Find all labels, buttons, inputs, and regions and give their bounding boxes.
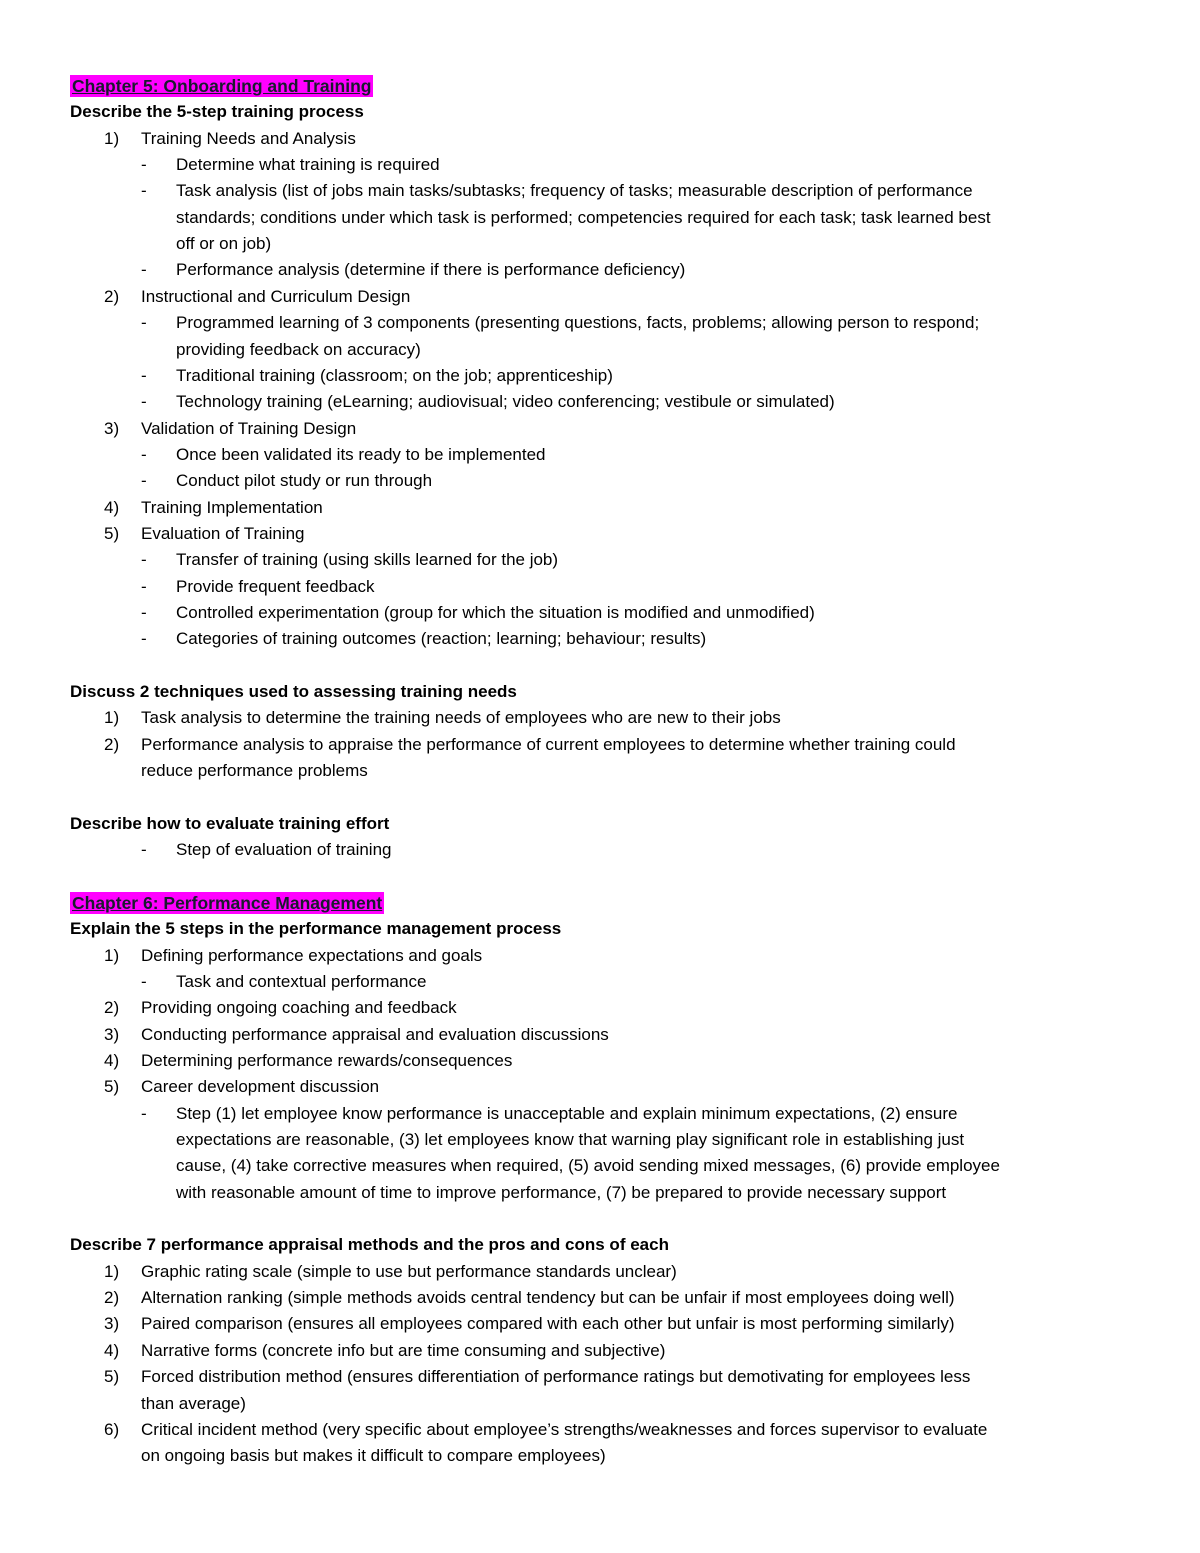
bullet-dash: -: [141, 1103, 147, 1123]
chapter-title: Chapter 6: Performance Management: [72, 892, 383, 913]
bullet-dash: -: [141, 181, 147, 201]
list-item-text: Critical incident method (very specific about employee’s strengths/weaknesses and forces supervisor to evaluate: [141, 1419, 988, 1439]
list-number: 6): [104, 1419, 120, 1439]
list-item-text: Defining performance expectations and goals: [141, 945, 483, 965]
sub-bullet-text: Controlled experimentation (group for which the situation is modified and unmodified): [176, 603, 815, 622]
list-item-text: Training Needs and Analysis: [141, 128, 356, 148]
sub-bullet-text: Performance analysis (determine if there is performance deficiency): [176, 260, 686, 280]
bullet-dash: -: [141, 155, 147, 175]
sub-bullet-text: Once been validated its ready to be implemented: [176, 444, 546, 464]
sub-bullet-text: Traditional training (classroom; on the job; apprenticeship): [176, 365, 613, 385]
question-heading: Discuss 2 techniques used to assessing training needs: [70, 682, 517, 702]
list-item-text: Determining performance rewards/consequences: [141, 1050, 513, 1070]
sub-bullet-text: Programmed learning of 3 components (presenting questions, facts, problems; allowing person to respond;: [176, 313, 980, 333]
list-item-text: Conducting performance appraisal and evaluation discussions: [141, 1024, 609, 1044]
sub-bullet-text: with reasonable amount of time to improve performance, (7) be prepared to provide necessary support: [176, 1182, 947, 1202]
sub-bullet-text: standards; conditions under which task is performed; competencies required for each task; task learned best: [176, 207, 991, 227]
sub-bullet-text: Transfer of training (using skills learned for the job): [176, 550, 559, 570]
sub-bullet-text: Step (1) let employee know performance is unacceptable and explain minimum expectations, (2) ensure: [176, 1103, 958, 1123]
sub-bullet-text: off or on job): [176, 234, 272, 254]
sub-bullet-text: Conduct pilot study or run through: [176, 471, 433, 491]
sub-bullet-text: cause, (4) take corrective measures when required, (5) avoid sending mixed messages, (6) provide employee: [176, 1156, 1000, 1176]
bullet-dash: -: [141, 840, 147, 860]
list-number: 4): [104, 1340, 120, 1360]
list-number: 2): [104, 1288, 120, 1308]
question-heading: Describe how to evaluate training effort: [70, 813, 390, 833]
list-number: 3): [104, 418, 120, 438]
list-item-text: Task analysis to determine the training needs of employees who are new to their jobs: [141, 708, 781, 728]
bullet-dash: -: [141, 629, 147, 649]
bullet-dash: -: [141, 576, 147, 596]
list-item-text: Validation of Training Design: [141, 418, 357, 438]
list-number: 3): [104, 1024, 120, 1044]
sub-bullet-text: expectations are reasonable, (3) let employees know that warning play significant role in establishing just: [176, 1130, 965, 1149]
bullet-dash: -: [141, 260, 147, 280]
bullet-dash: -: [141, 392, 147, 412]
bullet-dash: -: [141, 313, 147, 333]
sub-bullet-text: Determine what training is required: [176, 155, 440, 175]
sub-bullet-text: Step of evaluation of training: [176, 840, 392, 860]
list-item-text: Instructional and Curriculum Design: [141, 286, 411, 306]
sub-bullet-text: Technology training (eLearning; audiovisual; video conferencing; vestibule or simulated): [176, 392, 835, 412]
list-item-text: Forced distribution method (ensures differentiation of performance ratings but demotivating for employees less: [141, 1367, 971, 1387]
list-item-text: Evaluation of Training: [141, 523, 305, 543]
list-number: 5): [104, 523, 120, 543]
list-number: 1): [104, 945, 120, 965]
list-number: 1): [104, 128, 120, 148]
sub-bullet-text: Provide frequent feedback: [176, 576, 375, 596]
list-item-text: Training Implementation: [141, 497, 323, 517]
list-number: 4): [104, 1050, 120, 1070]
list-item-text: Paired comparison (ensures all employees compared with each other but unfair is most performing similarly): [141, 1314, 955, 1334]
bullet-dash: -: [141, 971, 147, 991]
list-number: 2): [104, 734, 120, 754]
list-number: 3): [104, 1314, 120, 1334]
list-number: 2): [104, 998, 120, 1018]
bullet-dash: -: [141, 471, 147, 491]
question-heading: Explain the 5 steps in the performance management process: [70, 919, 562, 939]
list-item-text: on ongoing basis but makes it difficult to compare employees): [141, 1446, 606, 1466]
list-number: 5): [104, 1367, 120, 1387]
list-item-text: Narrative forms (concrete info but are time consuming and subjective): [141, 1340, 666, 1360]
sub-bullet-text: Categories of training outcomes (reaction; learning; behaviour; results): [176, 629, 707, 649]
list-item-text: than average): [141, 1393, 246, 1413]
chapter-title: Chapter 5: Onboarding and Training: [72, 76, 372, 96]
list-number: 5): [104, 1077, 120, 1097]
list-item-text: Career development discussion: [141, 1077, 380, 1097]
list-item-text: reduce performance problems: [141, 761, 368, 781]
question-heading: Describe the 5-step training process: [70, 102, 364, 122]
list-number: 2): [104, 286, 120, 306]
list-number: 1): [104, 1261, 120, 1281]
list-number: 1): [104, 708, 120, 728]
bullet-dash: -: [141, 444, 147, 464]
list-item-text: Performance analysis to appraise the performance of current employees to determine whether training could: [141, 734, 956, 754]
question-heading: Describe 7 performance appraisal methods and the pros and cons of each: [70, 1235, 669, 1255]
sub-bullet-text: Task and contextual performance: [176, 971, 427, 991]
sub-bullet-text: providing feedback on accuracy): [176, 339, 421, 359]
bullet-dash: -: [141, 365, 147, 385]
list-number: 4): [104, 497, 120, 517]
sub-bullet-text: Task analysis (list of jobs main tasks/subtasks; frequency of tasks; measurable description of performance: [176, 181, 973, 201]
list-item-text: Alternation ranking (simple methods avoids central tendency but can be unfair if most employees doing well): [141, 1288, 955, 1308]
bullet-dash: -: [141, 550, 147, 570]
bullet-dash: -: [141, 603, 147, 622]
list-item-text: Providing ongoing coaching and feedback: [141, 998, 457, 1018]
list-item-text: Graphic rating scale (simple to use but performance standards unclear): [141, 1261, 677, 1281]
